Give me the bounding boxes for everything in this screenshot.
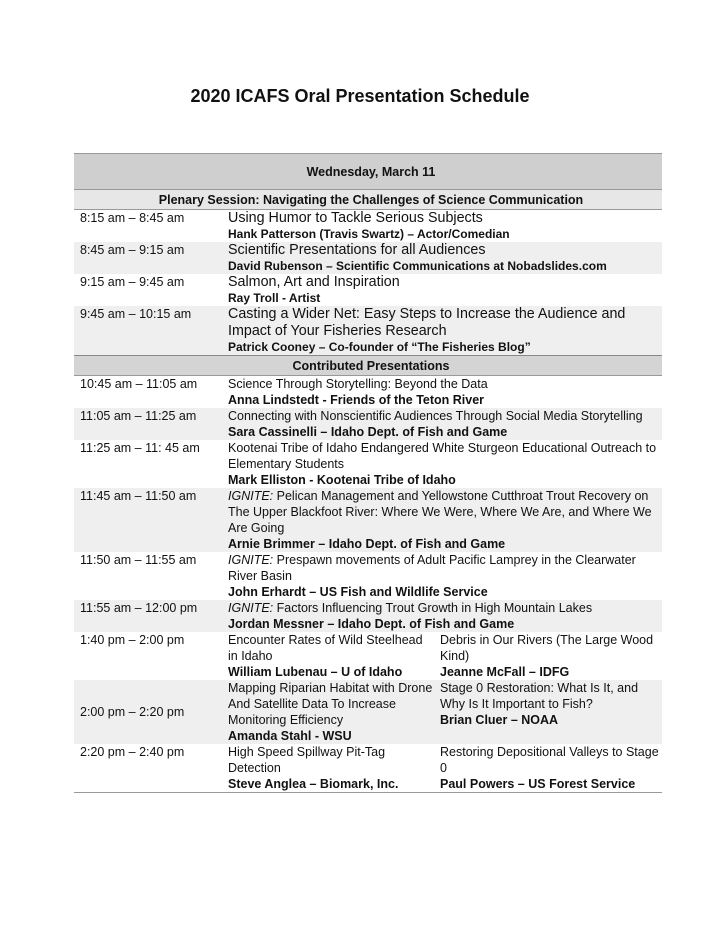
speaker: Steve Anglea – Biomark, Inc.: [228, 777, 399, 791]
time-cell: 11:55 am – 12:00 pm: [74, 600, 222, 632]
speaker: Sara Cassinelli – Idaho Dept. of Fish and Game: [228, 425, 508, 439]
talk-title: Salmon, Art and Inspiration: [228, 274, 400, 290]
talk-title: Kootenai Tribe of Idaho Endangered White Sturgeon Educational Outreach to Elementary Students: [228, 441, 657, 471]
time-cell: 10:45 am – 11:05 am: [80, 377, 198, 391]
speaker: William Lubenau – U of Idaho: [228, 665, 403, 679]
speaker: Jeanne McFall – IDFG: [440, 665, 570, 679]
time-cell: 1:40 pm – 2:00 pm: [80, 633, 185, 647]
time-cell: 8:15 am – 8:45 am: [80, 211, 185, 225]
talk-cell: [222, 242, 662, 274]
day-header: Wednesday, March 11: [74, 154, 662, 190]
speaker: Arnie Brimmer – Idaho Dept. of Fish and Game: [228, 537, 506, 551]
time-cell: 9:45 am – 10:15 am: [74, 306, 222, 356]
table-row: [74, 210, 662, 243]
talk-cell: [222, 408, 662, 440]
speaker: Brian Cluer – NOAA: [440, 713, 559, 727]
talk-title: Science Through Storytelling: Beyond the Data: [228, 377, 488, 391]
talk-title: Restoring Depositional Valleys to Stage 0: [440, 745, 659, 775]
talk-cell: [222, 274, 662, 306]
table-row: [74, 488, 662, 552]
page-title: 2020 ICAFS Oral Presentation Schedule: [190, 86, 530, 106]
talk-title: [228, 552, 662, 584]
talk-cell: [222, 210, 662, 243]
time-cell: 2:20 pm – 2:40 pm: [74, 744, 222, 793]
time-cell: 8:45 am – 9:15 am: [74, 242, 222, 274]
speaker: Hank Patterson (Travis Swartz) – Actor/Comedian: [228, 227, 510, 241]
contributed-header: Contributed Presentations: [74, 356, 662, 376]
talk-cell: [222, 306, 662, 356]
table-row: [74, 744, 662, 793]
talk-title: Encounter Rates of Wild Steelhead in Idaho: [228, 633, 423, 663]
talk-cell-right: [434, 744, 662, 793]
talk-cell: [222, 600, 662, 632]
plenary-header: Plenary Session: Navigating the Challenges of Science Communication: [74, 190, 662, 210]
speaker: David Rubenson – Scientific Communications at Nobadslides.com: [228, 259, 607, 273]
talk-cell-left: [222, 632, 434, 680]
speaker: Anna Lindstedt - Friends of the Teton River: [228, 393, 485, 407]
ignite-label: IGNITE:: [228, 553, 274, 567]
table-row: [74, 408, 662, 440]
speaker: Mark Elliston - Kootenai Tribe of Idaho: [228, 473, 456, 487]
talk-title: Connecting with Nonscientific Audiences Through Social Media Storytelling: [228, 409, 643, 423]
talk-title-text: Pelican Management and Yellowstone Cutthroat Trout Recovery on The Upper Blackfoot River: Where We Were, Where We Are, and Where We Are Going: [228, 489, 652, 535]
table-row: [74, 632, 662, 680]
time-cell: 9:15 am – 9:45 am: [80, 275, 185, 289]
talk-title: Using Humor to Tackle Serious Subjects: [228, 210, 483, 226]
talk-title: Stage 0 Restoration: What Is It, and Why Is It Important to Fish?: [440, 681, 639, 711]
talk-cell: [222, 552, 662, 600]
talk-title-text: Prespawn movements of Adult Pacific Lamprey in the Clearwater River Basin: [228, 553, 636, 583]
table-row: [74, 552, 662, 600]
table-row: [74, 440, 662, 488]
talk-cell: [222, 440, 662, 488]
table-row: [74, 376, 662, 409]
time-cell: 2:00 pm – 2:20 pm: [74, 680, 222, 744]
speaker: Jordan Messner – Idaho Dept. of Fish and Game: [228, 617, 515, 631]
ignite-label: IGNITE:: [228, 601, 274, 615]
schedule-table: [74, 153, 662, 793]
talk-cell-right: [434, 632, 662, 680]
speaker: Patrick Cooney – Co-founder of “The Fisheries Blog”: [228, 340, 531, 354]
section-header-row: [74, 190, 662, 210]
talk-title: Scientific Presentations for all Audiences: [228, 242, 486, 258]
talk-title: [228, 600, 662, 616]
ignite-label: IGNITE:: [228, 489, 274, 503]
talk-cell-left: [222, 680, 434, 744]
speaker: Ray Troll - Artist: [228, 291, 321, 305]
speaker: Paul Powers – US Forest Service: [440, 777, 636, 791]
talk-title-text: Factors Influencing Trout Growth in High Mountain Lakes: [273, 601, 593, 615]
talk-title: Mapping Riparian Habitat with Drone And Satellite Data To Increase Monitoring Efficiency: [228, 681, 433, 727]
table-row: [74, 242, 662, 274]
talk-cell: [222, 488, 662, 552]
talk-title: [228, 488, 662, 536]
talk-cell-left: [222, 744, 434, 793]
table-row: [74, 600, 662, 632]
day-header-row: [74, 154, 662, 190]
section-header-row: [74, 356, 662, 376]
time-cell: 11:25 am – 11: 45 am: [80, 441, 200, 455]
table-row: [74, 306, 662, 356]
talk-title: Casting a Wider Net: Easy Steps to Increase the Audience and Impact of Your Fisheries Research: [228, 306, 626, 339]
time-cell: 11:45 am – 11:50 am: [74, 488, 222, 552]
talk-cell-right: [434, 680, 662, 744]
talk-title: High Speed Spillway Pit-Tag Detection: [228, 745, 386, 775]
time-cell: 11:50 am – 11:55 am: [80, 553, 197, 567]
talk-title: Debris in Our Rivers (The Large Wood Kind): [440, 633, 654, 663]
table-row: [74, 680, 662, 744]
speaker: John Erhardt – US Fish and Wildlife Service: [228, 585, 488, 599]
talk-cell: [222, 376, 662, 409]
speaker: Amanda Stahl - WSU: [228, 729, 352, 743]
table-row: [74, 274, 662, 306]
time-cell: 11:05 am – 11:25 am: [74, 408, 222, 440]
